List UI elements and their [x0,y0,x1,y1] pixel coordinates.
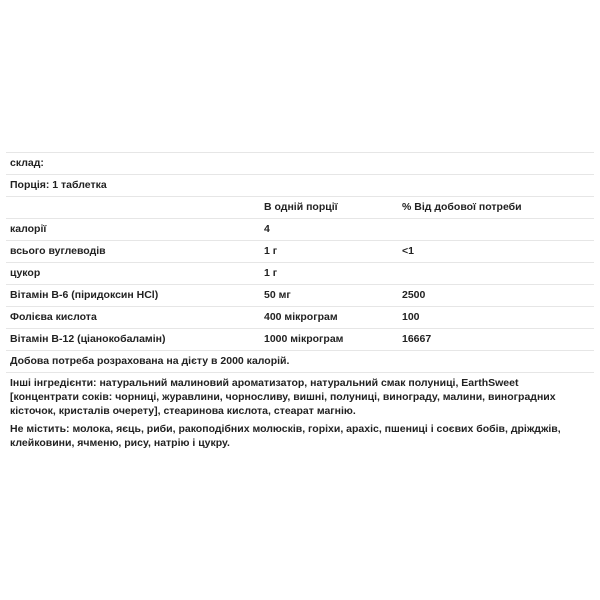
nutrient-dv: 2500 [402,289,426,301]
header-row [6,197,594,219]
composition-label: склад: [10,157,44,169]
footnote-row [6,351,594,373]
header-daily-value: % Від добової потреби [402,201,522,213]
nutrient-amount: 400 мікрограм [264,311,338,323]
nutrient-name: Фолієва кислота [10,311,97,323]
composition-row [6,153,594,175]
nutrient-dv: 100 [402,311,420,323]
nutrient-name: калорії [10,223,47,235]
nutrient-name: цукор [10,267,41,279]
nutrient-dv: 16667 [402,333,432,345]
nutrient-dv: <1 [402,245,414,257]
allergen-statement: Не містить: молока, яєць, риби, ракоподібних молюсків, горіхи, арахіс, пшениці і соєвих бобів, дріжджів, клейковини, ячменю, рису, натрію і цукру. [10,423,561,449]
table-row [6,307,594,329]
nutrient-name: всього вуглеводів [10,245,106,257]
nutrition-table [6,152,594,373]
header-per-serving: В одній порції [264,201,338,213]
table-row [6,241,594,263]
nutrient-name: Вітамін B-12 (ціанокобаламін) [10,333,166,345]
nutrient-amount: 4 [264,223,270,235]
serving-row [6,175,594,197]
table-row [6,219,594,241]
table-row [6,263,594,285]
nutrient-amount: 50 мг [264,289,291,301]
other-ingredients: Інші інгредієнти: натуральний малиновий ароматизатор, натуральний смак полуниці, EarthSweet [концентрати соків: чорниці, журавлини, чорносливу, вишні, полуниці, винограду, малини, виноградних кісточок, кристалів очерету], стеаринова кислота, стеарат магнію. [10,377,556,417]
nutrient-name: Вітамін B-6 (піридоксин HCl) [10,289,159,301]
table-row [6,285,594,307]
serving-size: Порція: 1 таблетка [10,179,107,191]
nutrient-amount: 1 г [264,245,278,257]
nutrient-amount: 1 г [264,267,278,279]
nutrient-amount: 1000 мікрограм [264,333,344,345]
table-row [6,329,594,351]
daily-value-footnote: Добова потреба розрахована на дієту в 2000 калорій. [10,355,290,367]
